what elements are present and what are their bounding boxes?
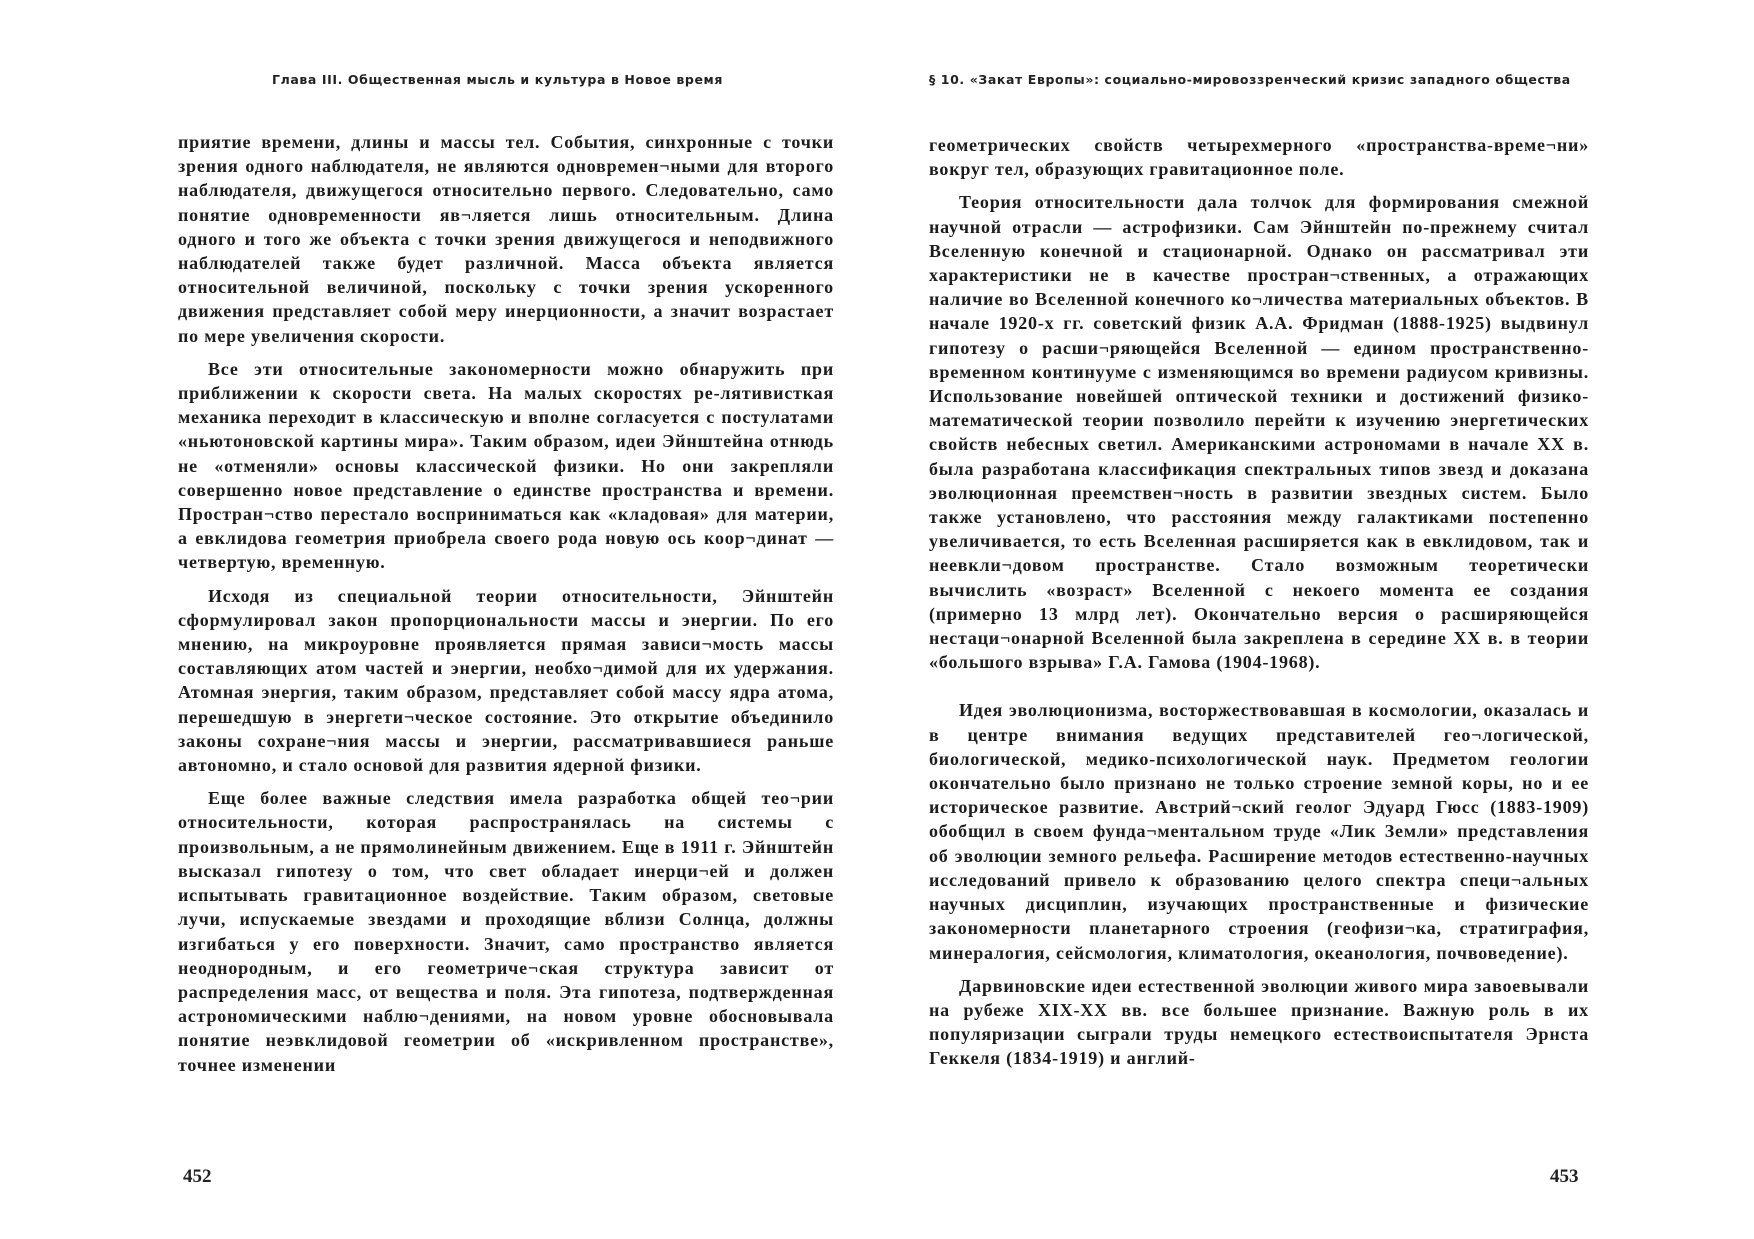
paragraph: Исходя из специальной теории относительности, Эйнштейн сформулировал закон пропорциональности массы и энергии. По его мнению, на микроуровне проявляется прямая зависи¬мость массы составляющих атом частей и энергии, необхо¬димой для их удержания. Атомная энергия, таким образом, представляет собой массу ядра атома, перешедшую в энергети¬ческое состояние. Это открытие объединило законы сохране¬ния массы и энергии, рассматривавшиеся раньше автономно, и стало основой для развития ядерной физики. xyxy=(178,585,834,776)
paragraph: Идея эволюционизма, восторжествовавшая в космологии, оказалась и в центре внимания ведущих представителей гео¬логической, биологической, медико-психологической наук. Предметом геологии окончательно было признано не только строение земной коры, но и ее историческое развитие. Австрий¬ский геолог Эдуард Гюсс (1883-1909) обобщил в своем фунда¬ментальном труде «Лик Земли» представления об эволюции земного рельефа. Расширение методов естественно-научных исследований привело к образованию целого спектра специ¬альных научных дисциплин, изучающих пространственные и физические закономерности планетарного строения (геофизи¬ка, стратиграфия, минералогия, сейсмология, климатология, океанология, почвоведение). xyxy=(929,700,1589,963)
paragraph: геометрических свойств четырехмерного «пространства-време¬ни» вокруг тел, образующих гравитационное поле. xyxy=(929,135,1589,180)
page-number: 453 xyxy=(1550,1166,1579,1187)
paragraph: Дарвиновские идеи естественной эволюции живого мира завоевывали на рубеже XIX-XX вв. все большее признание. Важную роль в их популяризации сыграли труды немецкого естествоиспытателя Эрнста Геккеля (1834-1919) и англий- xyxy=(929,975,1589,1069)
running-head: Глава III. Общественная мысль и культура в Новое время xyxy=(272,72,723,87)
paragraph: Еще более важные следствия имела разработка общей тео¬рии относительности, которая распространялась на системы с произвольным, а не прямолинейным движением. Еще в 1911 г. Эйнштейн высказал гипотезу о том, что свет обладает инерци¬ей и должен испытывать гравитационное воздействие. Таким образом, световые лучи, испускаемые звездами и проходящие вблизи Солнца, должны изгибаться у его поверхности. Значит, само пространство является неоднородным, и его геометриче¬ская структура зависит от распределения масс, от вещества и поля. Эта гипотеза, подтвержденная астрономическими наблю¬дениями, на новом уровне обосновывала понятие неэвклидовой геометрии об «искривленном пространстве», точнее изменении xyxy=(178,788,834,1075)
right-page xyxy=(877,0,1754,1239)
paragraph: Все эти относительные закономерности можно обнаружить при приближении к скорости света. На малых скоростях ре-лятивисткая механика переходит в классическую и вполне согласуется с постулатами «ньютоновской картины мира». Таким образом, идеи Эйнштейна отнюдь не «отменяли» основы классической физики. Но они закрепляли совершенно новое представление о единстве пространства и времени. Простран¬ство перестало восприниматься как «кладовая» для материи, а евклидова геометрия приобрела своего рода новую ось коор¬динат — четвертую, временную. xyxy=(178,358,834,573)
running-head: § 10. «Закат Европы»: социально-мировоззренческий кризис западного общества xyxy=(929,72,1571,87)
paragraph: приятие времени, длины и массы тел. События, синхронные с точки зрения одного наблюдателя, не являются одновремен¬ными для второго наблюдателя, движущегося относительно первого. Следовательно, само понятие одновременности яв¬ляется лишь относительным. Длина одного и того же объекта с точки зрения движущегося и неподвижного наблюдателей также будет различной. Масса объекта является относительной величиной, поскольку с точки зрения ускоренного движения представляет собой меру инерционности, а значит возрастает по мере увеличения скорости. xyxy=(178,132,834,346)
page-number: 452 xyxy=(183,1166,212,1187)
body-text xyxy=(178,130,834,1077)
body-text xyxy=(929,133,1589,1071)
paragraph: Теория относительности дала толчок для формирования смежной научной отрасли — астрофизики. Сам Эйнштейн по-прежнему считал Вселенную конечной и стационарной. Однако он рассматривал эти характеристики не в качестве простран¬ственных, а отражающих наличие во Вселенной конечного ко¬личества материальных объектов. В начале 1920-х гг. советский физик А.А. Фридман (1888-1925) выдвинул гипотезу о расши¬ряющейся Вселенной — едином пространственно-временном континууме с изменяющимся во времени радиусом кривизны. Использование новейшей оптической техники и достижений физико-математической теории позволило перейти к изучению энергетических свойств небесных светил. Американскими астрономами в начале XX в. была разработана классификация спектральных типов звезд и доказана эволюционная преемствен¬ность в развитии звездных систем. Было также установлено, что расстояния между галактиками постепенно увеличивается, то есть Вселенная расширяется как в евклидовом, так и неевкли¬довом пространстве. Стало возможным теоретически вычислить «возраст» Вселенной с некоего момента ее создания (примерно 13 млрд лет). Окончательно версия о расширяющейся нестаци¬онарной Вселенной была закреплена в середине XX в. в теории «большого взрыва» Г.А. Гамова (1904-1968). xyxy=(929,192,1589,673)
